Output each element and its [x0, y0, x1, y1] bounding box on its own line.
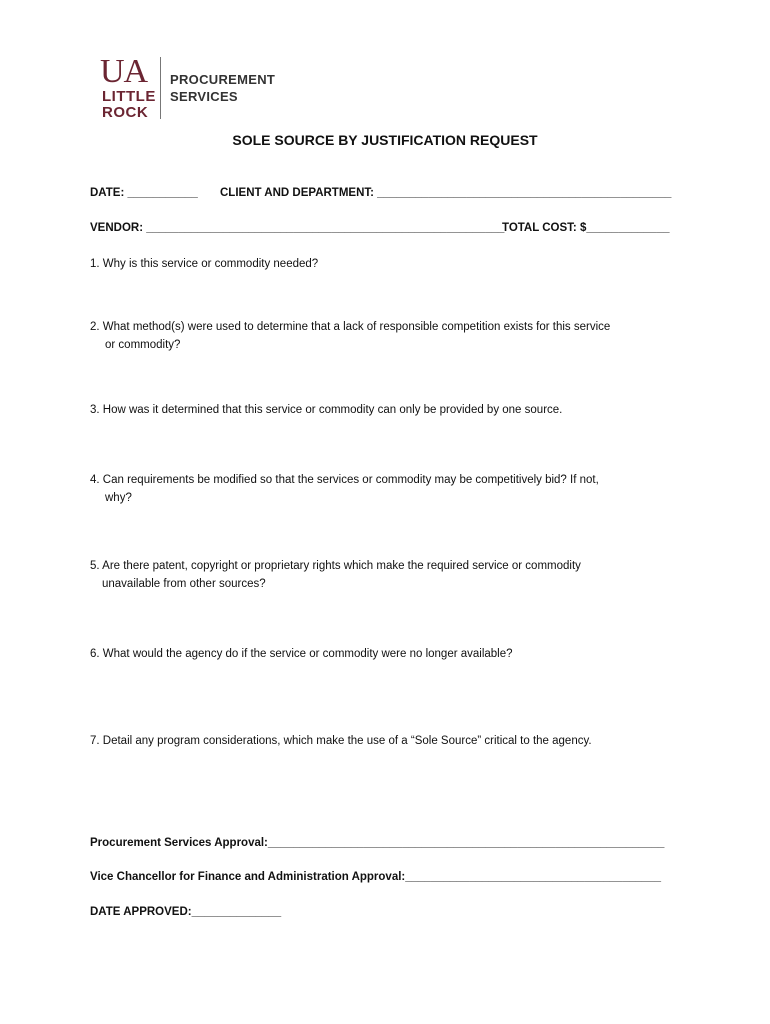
logo-department [170, 71, 275, 105]
question-text: 2. What method(s) were used to determine that a lack of responsible competition exists for this service [90, 321, 611, 333]
vice-chancellor-approval-field[interactable]: Vice Chancellor for Finance and Administration Approval:________________________________________ [90, 871, 662, 883]
question-2 [90, 318, 680, 354]
question-6 [90, 645, 680, 663]
logo-ua-mark: UA [100, 53, 148, 90]
logo-line-services: SERVICES [170, 89, 238, 104]
question-text: 7. Detail any program considerations, which make the use of a “Sole Source” critical to the agency. [90, 735, 592, 747]
question-7 [90, 732, 680, 750]
date-field[interactable]: DATE: ___________ [90, 187, 198, 199]
ua-little-rock-logo [100, 55, 280, 125]
procurement-approval-field[interactable]: Procurement Services Approval:______________________________________________________________ [90, 837, 665, 849]
question-text: 1. Why is this service or commodity needed? [90, 258, 319, 270]
question-text-cont: or commodity? [105, 339, 181, 351]
question-text-cont: why? [105, 492, 132, 504]
question-text: 6. What would the agency do if the service or commodity were no longer available? [90, 648, 513, 660]
logo-little: LITTLE [102, 88, 156, 105]
logo-divider [160, 57, 161, 119]
question-3 [90, 401, 680, 419]
total-cost-field[interactable]: TOTAL COST: $_____________ [502, 222, 670, 234]
client-department-field[interactable]: CLIENT AND DEPARTMENT: ______________________________________________ [220, 187, 672, 199]
logo-line-procurement: PROCUREMENT [170, 72, 276, 87]
question-4 [90, 471, 680, 507]
date-approved-field[interactable]: DATE APPROVED:______________ [90, 906, 282, 918]
question-text: 5. Are there patent, copyright or proprietary rights which make the required service or commodity [90, 560, 581, 572]
vendor-field[interactable]: VENDOR: ________________________________________________________ [90, 222, 505, 234]
logo-rock: ROCK [102, 104, 149, 121]
question-1 [90, 255, 680, 273]
question-5 [90, 557, 680, 593]
question-text: 3. How was it determined that this service or commodity can only be provided by one source. [90, 404, 563, 416]
question-text-cont: unavailable from other sources? [102, 578, 266, 590]
question-text: 4. Can requirements be modified so that the services or commodity may be competitively bid? If not, [90, 474, 599, 486]
logo-little-rock [102, 89, 156, 121]
form-title: SOLE SOURCE BY JUSTIFICATION REQUEST [232, 132, 538, 148]
